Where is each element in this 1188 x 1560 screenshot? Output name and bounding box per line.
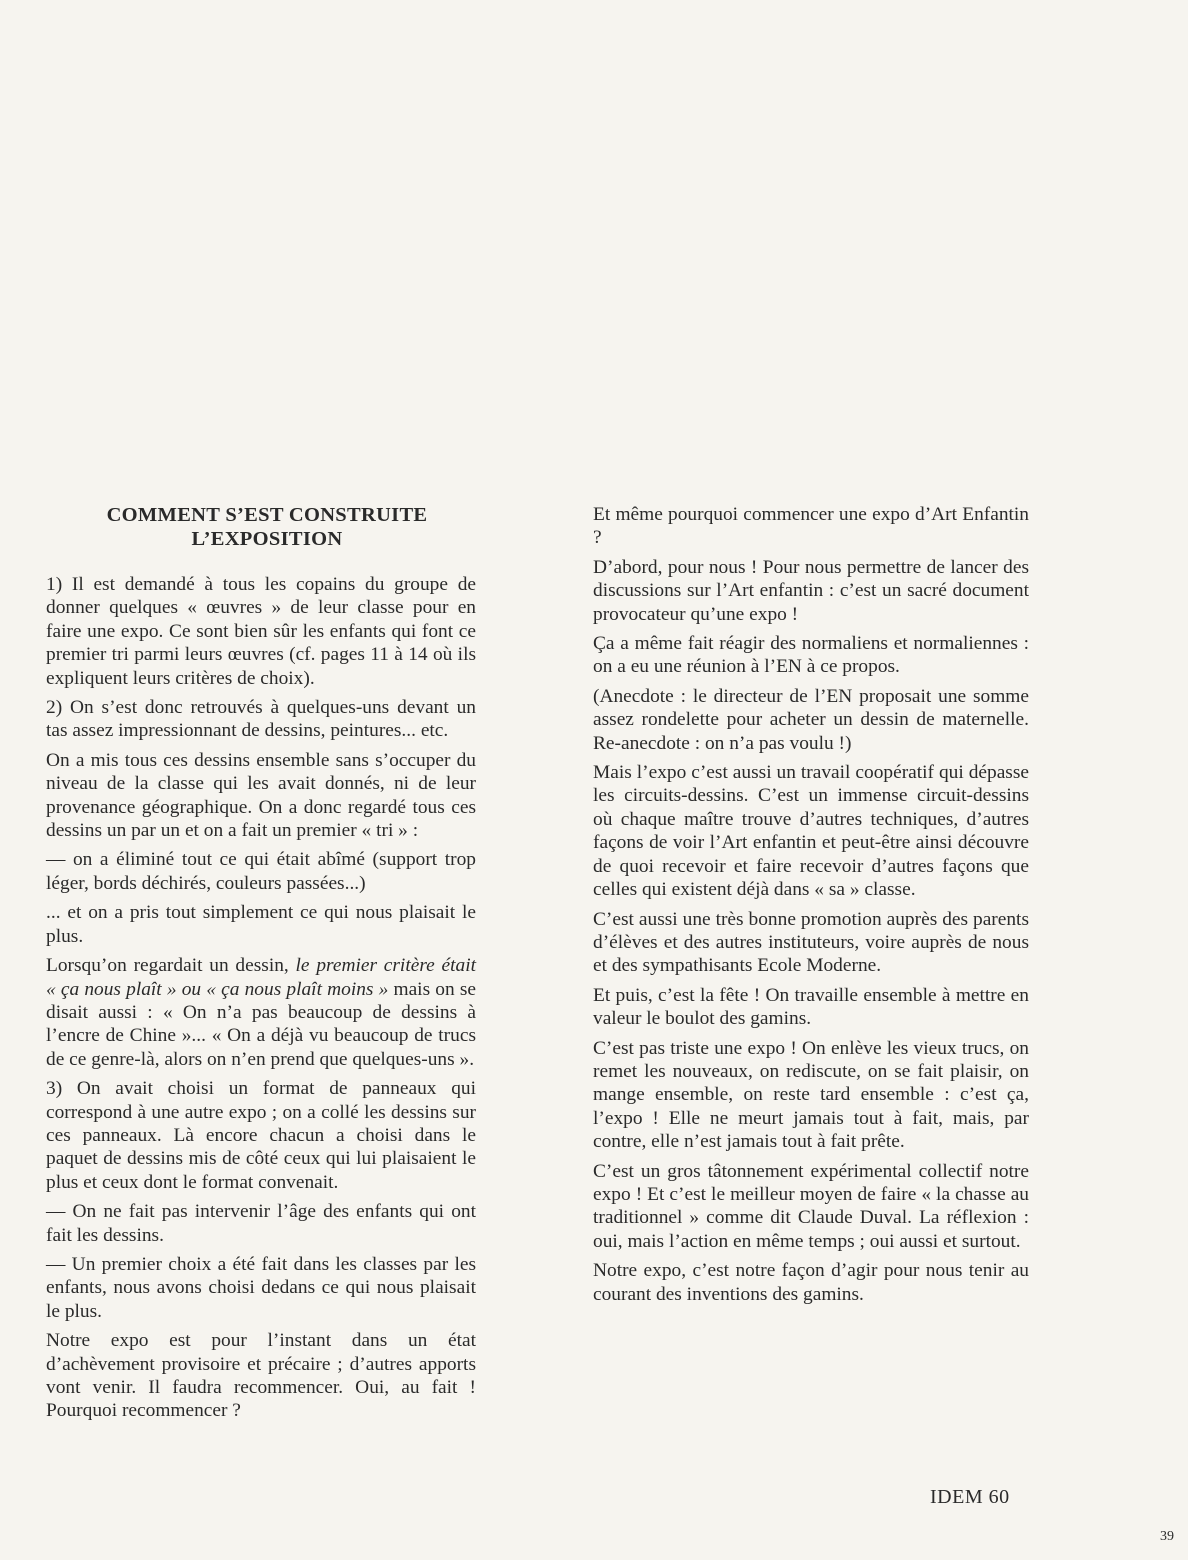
paragraph: — on a éliminé tout ce qui était abîmé (support trop léger, bords déchirés, couleurs passées...) xyxy=(46,849,476,894)
paragraph: C’est aussi une très bonne promotion auprès des parents d’élèves et des autres instituteurs, voire auprès de nous et des sympathisants Ecole Moderne. xyxy=(593,908,1029,977)
heading-line-2: L’EXPOSITION xyxy=(191,528,343,550)
signature: IDEM 60 xyxy=(930,1486,1010,1508)
paragraph: Notre expo est pour l’instant dans un état d’achèvement provisoire et précaire ; d’autres apports vont venir. Il faudra recommencer. Oui, au fait ! Pourquoi recommencer ? xyxy=(46,1330,476,1422)
paragraph: C’est un gros tâtonnement expérimental collectif notre expo ! Et c’est le meilleur moyen de faire « la chasse au traditionnel » comme dit Claude Duval. La réflexion : oui, mais l’action en même temps ; oui aussi et surtout. xyxy=(593,1160,1029,1252)
paragraph: On a mis tous ces dessins ensemble sans s’occuper du niveau de la classe qui les avait donnés, ni de leur provenance géographique. On a donc regardé tous ces dessins un par un et on a fait un premier « tri » : xyxy=(46,749,476,842)
paragraph: Notre expo, c’est notre façon d’agir pour nous tenir au courant des inventions des gamins. xyxy=(593,1260,1029,1305)
paragraph: D’abord, pour nous ! Pour nous permettre de lancer des discussions sur l’Art enfantin : c’est un sacré document provocateur qu’une expo ! xyxy=(593,556,1029,625)
right-column xyxy=(593,503,1029,1312)
paragraph: (Anecdote : le directeur de l’EN proposait une somme assez rondelette pour acheter un dessin de maternelle. Re-anecdote : on n’a pas voulu !) xyxy=(593,685,1029,754)
paragraph-mixed xyxy=(46,954,476,1071)
paragraph: C’est pas triste une expo ! On enlève les vieux trucs, on remet les nouveaux, on rediscute, on se fait plaisir, on mange ensemble, on reste tard ensemble : c’est ça, l’expo ! Elle ne meurt jamais tout à fait, mais, par contre, elle n’est jamais tout à fait prête. xyxy=(593,1037,1029,1153)
paragraph: Mais l’expo c’est aussi un travail coopératif qui dépasse les circuits-dessins. C’est un immense circuit-dessins où chaque maître trouve d’autres techniques, d’autres façons de voir l’Art enfantin et peut-être ainsi découvre de quoi recevoir et faire recevoir d’autres façons que celles qui existent déjà dans « sa » classe. xyxy=(593,762,1029,901)
paragraph: Ça a même fait réagir des normaliens et normaliennes : on a eu une réunion à l’EN à ce propos. xyxy=(593,633,1029,678)
paragraph: 2) On s’est donc retrouvés à quelques-uns devant un tas assez impressionnant de dessins, peintures... etc. xyxy=(46,697,476,742)
paragraph: Et même pourquoi commencer une expo d’Art Enfantin ? xyxy=(593,504,1029,549)
paragraph: 1) Il est demandé à tous les copains du groupe de donner quelques « œuvres » de leur classe pour en faire une expo. Ce sont bien sûr les enfants qui font ce premier tri parmi leurs œuvres (cf. pages 11 à 14 où ils expliquent leurs critères de choix). xyxy=(46,574,476,689)
paragraph: 3) On avait choisi un format de panneaux qui correspond à une autre expo ; on a collé les dessins sur ces panneaux. Là encore chacun a choisi dans le paquet de dessins mis de côté ceux qui lui plaisaient le plus et ceux dont le format convenait. xyxy=(46,1078,476,1193)
paragraph-text: Lorsqu’on regardait un dessin, xyxy=(46,955,296,977)
italic-emphasis: le premier critère était « ça nous plaît » ou « ça nous plaît moins » xyxy=(46,955,476,1000)
left-column xyxy=(46,503,476,1429)
heading-line-1: COMMENT S’EST CONSTRUITE xyxy=(106,504,428,526)
paragraph: ... et on a pris tout simplement ce qui nous plaisait le plus. xyxy=(46,902,476,947)
page-number: 39 xyxy=(1160,1529,1174,1544)
paragraph-text: mais on se disait aussi : « On n’a pas beaucoup de dessins à l’encre de Chine »... « On a déjà vu beaucoup de trucs de ce genre-là, alors on n’en prend que quelques-uns ». xyxy=(46,978,476,1070)
paragraph: Et puis, c’est la fête ! On travaille ensemble à mettre en valeur le boulot des gamins. xyxy=(593,984,1029,1030)
paragraph: — Un premier choix a été fait dans les classes par les enfants, nous avons choisi dedans ce qui nous plaisait le plus. xyxy=(46,1253,476,1322)
article-heading xyxy=(58,503,476,551)
paragraph: — On ne fait pas intervenir l’âge des enfants qui ont fait les dessins. xyxy=(46,1201,476,1246)
